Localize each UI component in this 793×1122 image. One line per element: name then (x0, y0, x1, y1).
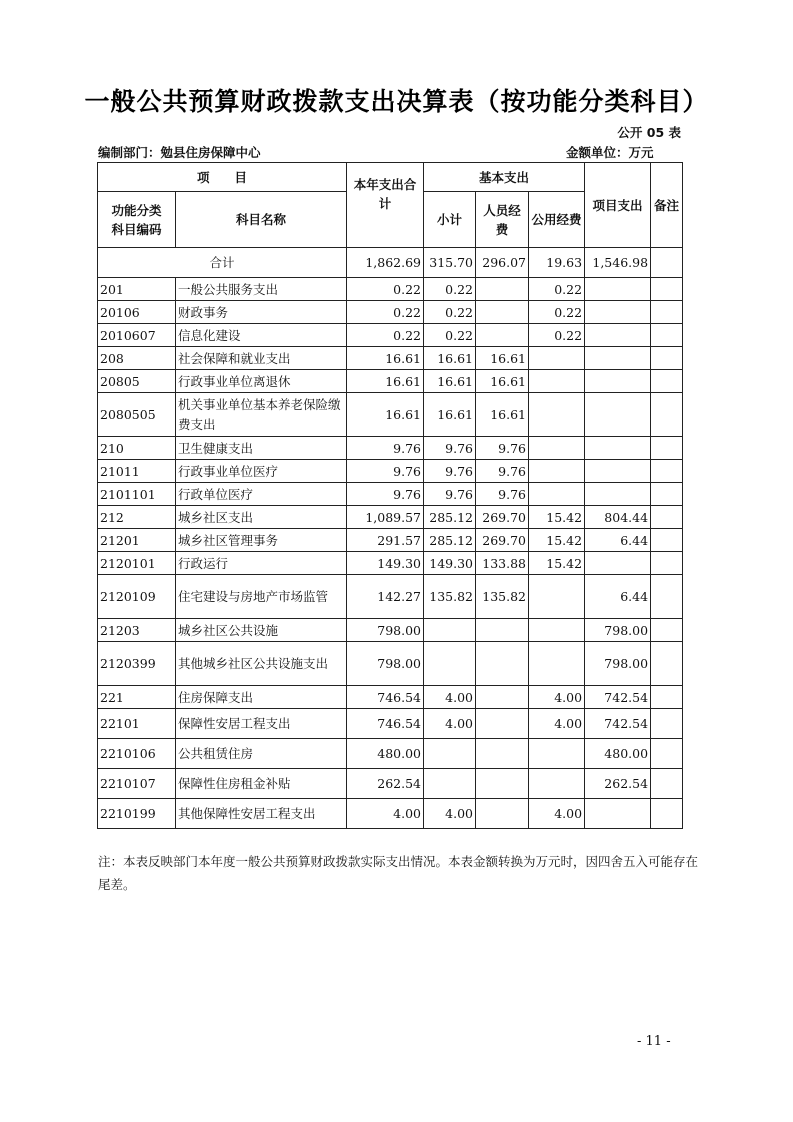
total-public: 19.63 (529, 248, 585, 278)
row-total: 798.00 (347, 619, 424, 642)
row-staff: 9.76 (476, 483, 529, 506)
row-subtotal: 16.61 (424, 347, 476, 370)
row-public (529, 739, 585, 769)
row-staff: 16.61 (476, 347, 529, 370)
row-name: 其他城乡社区公共设施支出 (176, 642, 347, 686)
footnote: 注：本表反映部门本年度一般公共预算财政拨款实际支出情况。本表金额转换为万元时，因四舍五入可能存在尾差。 (98, 854, 699, 892)
row-total: 1,089.57 (347, 506, 424, 529)
row-public (529, 393, 585, 437)
row-subtotal (424, 739, 476, 769)
row-project (585, 324, 651, 347)
row-subtotal (424, 769, 476, 799)
total-remark (651, 248, 683, 278)
row-subtotal: 285.12 (424, 529, 476, 552)
row-public (529, 769, 585, 799)
row-staff (476, 619, 529, 642)
row-staff (476, 709, 529, 739)
row-project (585, 799, 651, 829)
row-staff: 16.61 (476, 393, 529, 437)
row-code: 2210199 (98, 799, 176, 829)
row-public: 0.22 (529, 324, 585, 347)
table-row (98, 575, 683, 619)
row-staff (476, 769, 529, 799)
row-subtotal: 0.22 (424, 278, 476, 301)
header-staff: 人员经费 (476, 192, 529, 248)
row-code: 201 (98, 278, 176, 301)
header-remark: 备注 (651, 163, 683, 248)
row-remark (651, 301, 683, 324)
row-remark (651, 483, 683, 506)
row-public (529, 347, 585, 370)
row-code: 2120399 (98, 642, 176, 686)
total-subtotal: 315.70 (424, 248, 476, 278)
row-code: 2101101 (98, 483, 176, 506)
row-total: 9.76 (347, 437, 424, 460)
row-remark (651, 739, 683, 769)
table-row (98, 483, 683, 506)
row-public (529, 437, 585, 460)
row-remark (651, 575, 683, 619)
row-code: 20805 (98, 370, 176, 393)
row-remark (651, 437, 683, 460)
row-staff (476, 301, 529, 324)
row-total: 0.22 (347, 278, 424, 301)
row-project (585, 460, 651, 483)
row-project: 798.00 (585, 619, 651, 642)
row-name: 城乡社区管理事务 (176, 529, 347, 552)
row-public (529, 575, 585, 619)
row-public: 15.42 (529, 506, 585, 529)
row-remark (651, 552, 683, 575)
row-name: 行政事业单位离退休 (176, 370, 347, 393)
table-row (98, 301, 683, 324)
row-name: 行政运行 (176, 552, 347, 575)
header-basic: 基本支出 (424, 163, 585, 192)
table-row (98, 324, 683, 347)
table-row (98, 370, 683, 393)
row-name: 住宅建设与房地产市场监管 (176, 575, 347, 619)
row-total: 262.54 (347, 769, 424, 799)
row-name: 保障性住房租金补贴 (176, 769, 347, 799)
row-code: 2210107 (98, 769, 176, 799)
unit-label: 金额单位：万元 (566, 145, 654, 160)
row-remark (651, 347, 683, 370)
row-project: 804.44 (585, 506, 651, 529)
page-number: - 11 - (637, 1034, 671, 1049)
row-total: 291.57 (347, 529, 424, 552)
row-project: 742.54 (585, 709, 651, 739)
row-project (585, 301, 651, 324)
header-name: 科目名称 (176, 192, 347, 248)
row-subtotal: 0.22 (424, 301, 476, 324)
row-staff (476, 739, 529, 769)
table-row (98, 709, 683, 739)
row-total: 798.00 (347, 642, 424, 686)
table-row (98, 799, 683, 829)
row-project (585, 278, 651, 301)
row-name: 城乡社区支出 (176, 506, 347, 529)
row-staff: 135.82 (476, 575, 529, 619)
table-row (98, 460, 683, 483)
row-public: 15.42 (529, 529, 585, 552)
row-project: 798.00 (585, 642, 651, 686)
header-subtotal: 小计 (424, 192, 476, 248)
header-project: 项目支出 (585, 163, 651, 248)
row-subtotal: 0.22 (424, 324, 476, 347)
total-staff: 296.07 (476, 248, 529, 278)
row-subtotal: 9.76 (424, 483, 476, 506)
row-staff: 269.70 (476, 506, 529, 529)
total-project: 1,546.98 (585, 248, 651, 278)
header-code: 功能分类 科目编码 (98, 192, 176, 248)
row-remark (651, 619, 683, 642)
row-project (585, 483, 651, 506)
row-remark (651, 769, 683, 799)
row-remark (651, 529, 683, 552)
expenditure-table (97, 162, 683, 829)
row-name: 行政事业单位医疗 (176, 460, 347, 483)
table-row (98, 437, 683, 460)
row-public (529, 642, 585, 686)
header-public: 公用经费 (529, 192, 585, 248)
row-total: 9.76 (347, 483, 424, 506)
row-project: 262.54 (585, 769, 651, 799)
row-staff (476, 686, 529, 709)
row-public (529, 370, 585, 393)
row-remark (651, 370, 683, 393)
row-name: 卫生健康支出 (176, 437, 347, 460)
row-name: 住房保障支出 (176, 686, 347, 709)
row-total: 480.00 (347, 739, 424, 769)
row-name: 机关事业单位基本养老保险缴费支出 (176, 393, 347, 437)
row-code: 221 (98, 686, 176, 709)
row-name: 一般公共服务支出 (176, 278, 347, 301)
table-row (98, 619, 683, 642)
row-staff (476, 799, 529, 829)
row-code: 212 (98, 506, 176, 529)
document-title: 一般公共预算财政拨款支出决算表（按功能分类科目） (84, 87, 709, 116)
header-total: 本年支出合计 (347, 163, 424, 248)
total-row (98, 248, 683, 278)
row-public (529, 460, 585, 483)
row-project (585, 393, 651, 437)
row-name: 保障性安居工程支出 (176, 709, 347, 739)
row-staff (476, 324, 529, 347)
row-total: 746.54 (347, 686, 424, 709)
row-public: 4.00 (529, 686, 585, 709)
row-code: 21011 (98, 460, 176, 483)
row-public: 15.42 (529, 552, 585, 575)
row-name: 其他保障性安居工程支出 (176, 799, 347, 829)
row-total: 149.30 (347, 552, 424, 575)
row-subtotal (424, 619, 476, 642)
row-name: 社会保障和就业支出 (176, 347, 347, 370)
row-project (585, 370, 651, 393)
row-project (585, 552, 651, 575)
row-code: 208 (98, 347, 176, 370)
row-code: 2120101 (98, 552, 176, 575)
row-subtotal: 16.61 (424, 393, 476, 437)
row-public: 4.00 (529, 709, 585, 739)
row-subtotal: 149.30 (424, 552, 476, 575)
row-code: 2120109 (98, 575, 176, 619)
table-row (98, 347, 683, 370)
row-code: 21201 (98, 529, 176, 552)
row-total: 4.00 (347, 799, 424, 829)
row-name: 财政事务 (176, 301, 347, 324)
row-subtotal: 16.61 (424, 370, 476, 393)
row-total: 16.61 (347, 370, 424, 393)
row-code: 2010607 (98, 324, 176, 347)
row-total: 142.27 (347, 575, 424, 619)
row-total: 16.61 (347, 347, 424, 370)
row-staff: 133.88 (476, 552, 529, 575)
header-item: 项 目 (98, 163, 347, 192)
row-name: 行政单位医疗 (176, 483, 347, 506)
row-total: 0.22 (347, 301, 424, 324)
row-total: 746.54 (347, 709, 424, 739)
row-remark (651, 278, 683, 301)
row-remark (651, 642, 683, 686)
row-project: 6.44 (585, 529, 651, 552)
row-subtotal: 4.00 (424, 799, 476, 829)
row-remark (651, 393, 683, 437)
table-row (98, 642, 683, 686)
row-total: 9.76 (347, 460, 424, 483)
table-row (98, 278, 683, 301)
row-code: 22101 (98, 709, 176, 739)
row-name: 城乡社区公共设施 (176, 619, 347, 642)
row-public (529, 619, 585, 642)
row-public: 0.22 (529, 278, 585, 301)
row-staff: 9.76 (476, 460, 529, 483)
row-subtotal: 9.76 (424, 437, 476, 460)
table-row (98, 529, 683, 552)
row-code: 210 (98, 437, 176, 460)
total-total: 1,862.69 (347, 248, 424, 278)
row-remark (651, 799, 683, 829)
row-remark (651, 686, 683, 709)
row-public: 4.00 (529, 799, 585, 829)
row-staff (476, 642, 529, 686)
row-project (585, 437, 651, 460)
row-subtotal: 4.00 (424, 709, 476, 739)
row-project: 6.44 (585, 575, 651, 619)
table-row (98, 686, 683, 709)
row-staff: 16.61 (476, 370, 529, 393)
row-subtotal (424, 642, 476, 686)
row-staff: 9.76 (476, 437, 529, 460)
row-remark (651, 324, 683, 347)
row-public (529, 483, 585, 506)
row-subtotal: 9.76 (424, 460, 476, 483)
row-project: 480.00 (585, 739, 651, 769)
row-public: 0.22 (529, 301, 585, 324)
table-row (98, 769, 683, 799)
row-total: 16.61 (347, 393, 424, 437)
row-subtotal: 135.82 (424, 575, 476, 619)
table-row (98, 739, 683, 769)
row-code: 2080505 (98, 393, 176, 437)
row-remark (651, 506, 683, 529)
row-name: 公共租赁住房 (176, 739, 347, 769)
row-code: 2210106 (98, 739, 176, 769)
row-remark (651, 460, 683, 483)
row-name: 信息化建设 (176, 324, 347, 347)
row-project (585, 347, 651, 370)
row-code: 21203 (98, 619, 176, 642)
row-staff: 269.70 (476, 529, 529, 552)
table-row (98, 506, 683, 529)
row-staff (476, 278, 529, 301)
row-total: 0.22 (347, 324, 424, 347)
table-row (98, 393, 683, 437)
form-number: 公开 05 表 (617, 125, 681, 140)
row-remark (651, 709, 683, 739)
row-subtotal: 285.12 (424, 506, 476, 529)
total-label: 合计 (98, 248, 347, 278)
row-subtotal: 4.00 (424, 686, 476, 709)
table-row (98, 552, 683, 575)
row-code: 20106 (98, 301, 176, 324)
department-label: 编制部门：勉县住房保障中心 (98, 145, 261, 160)
row-project: 742.54 (585, 686, 651, 709)
